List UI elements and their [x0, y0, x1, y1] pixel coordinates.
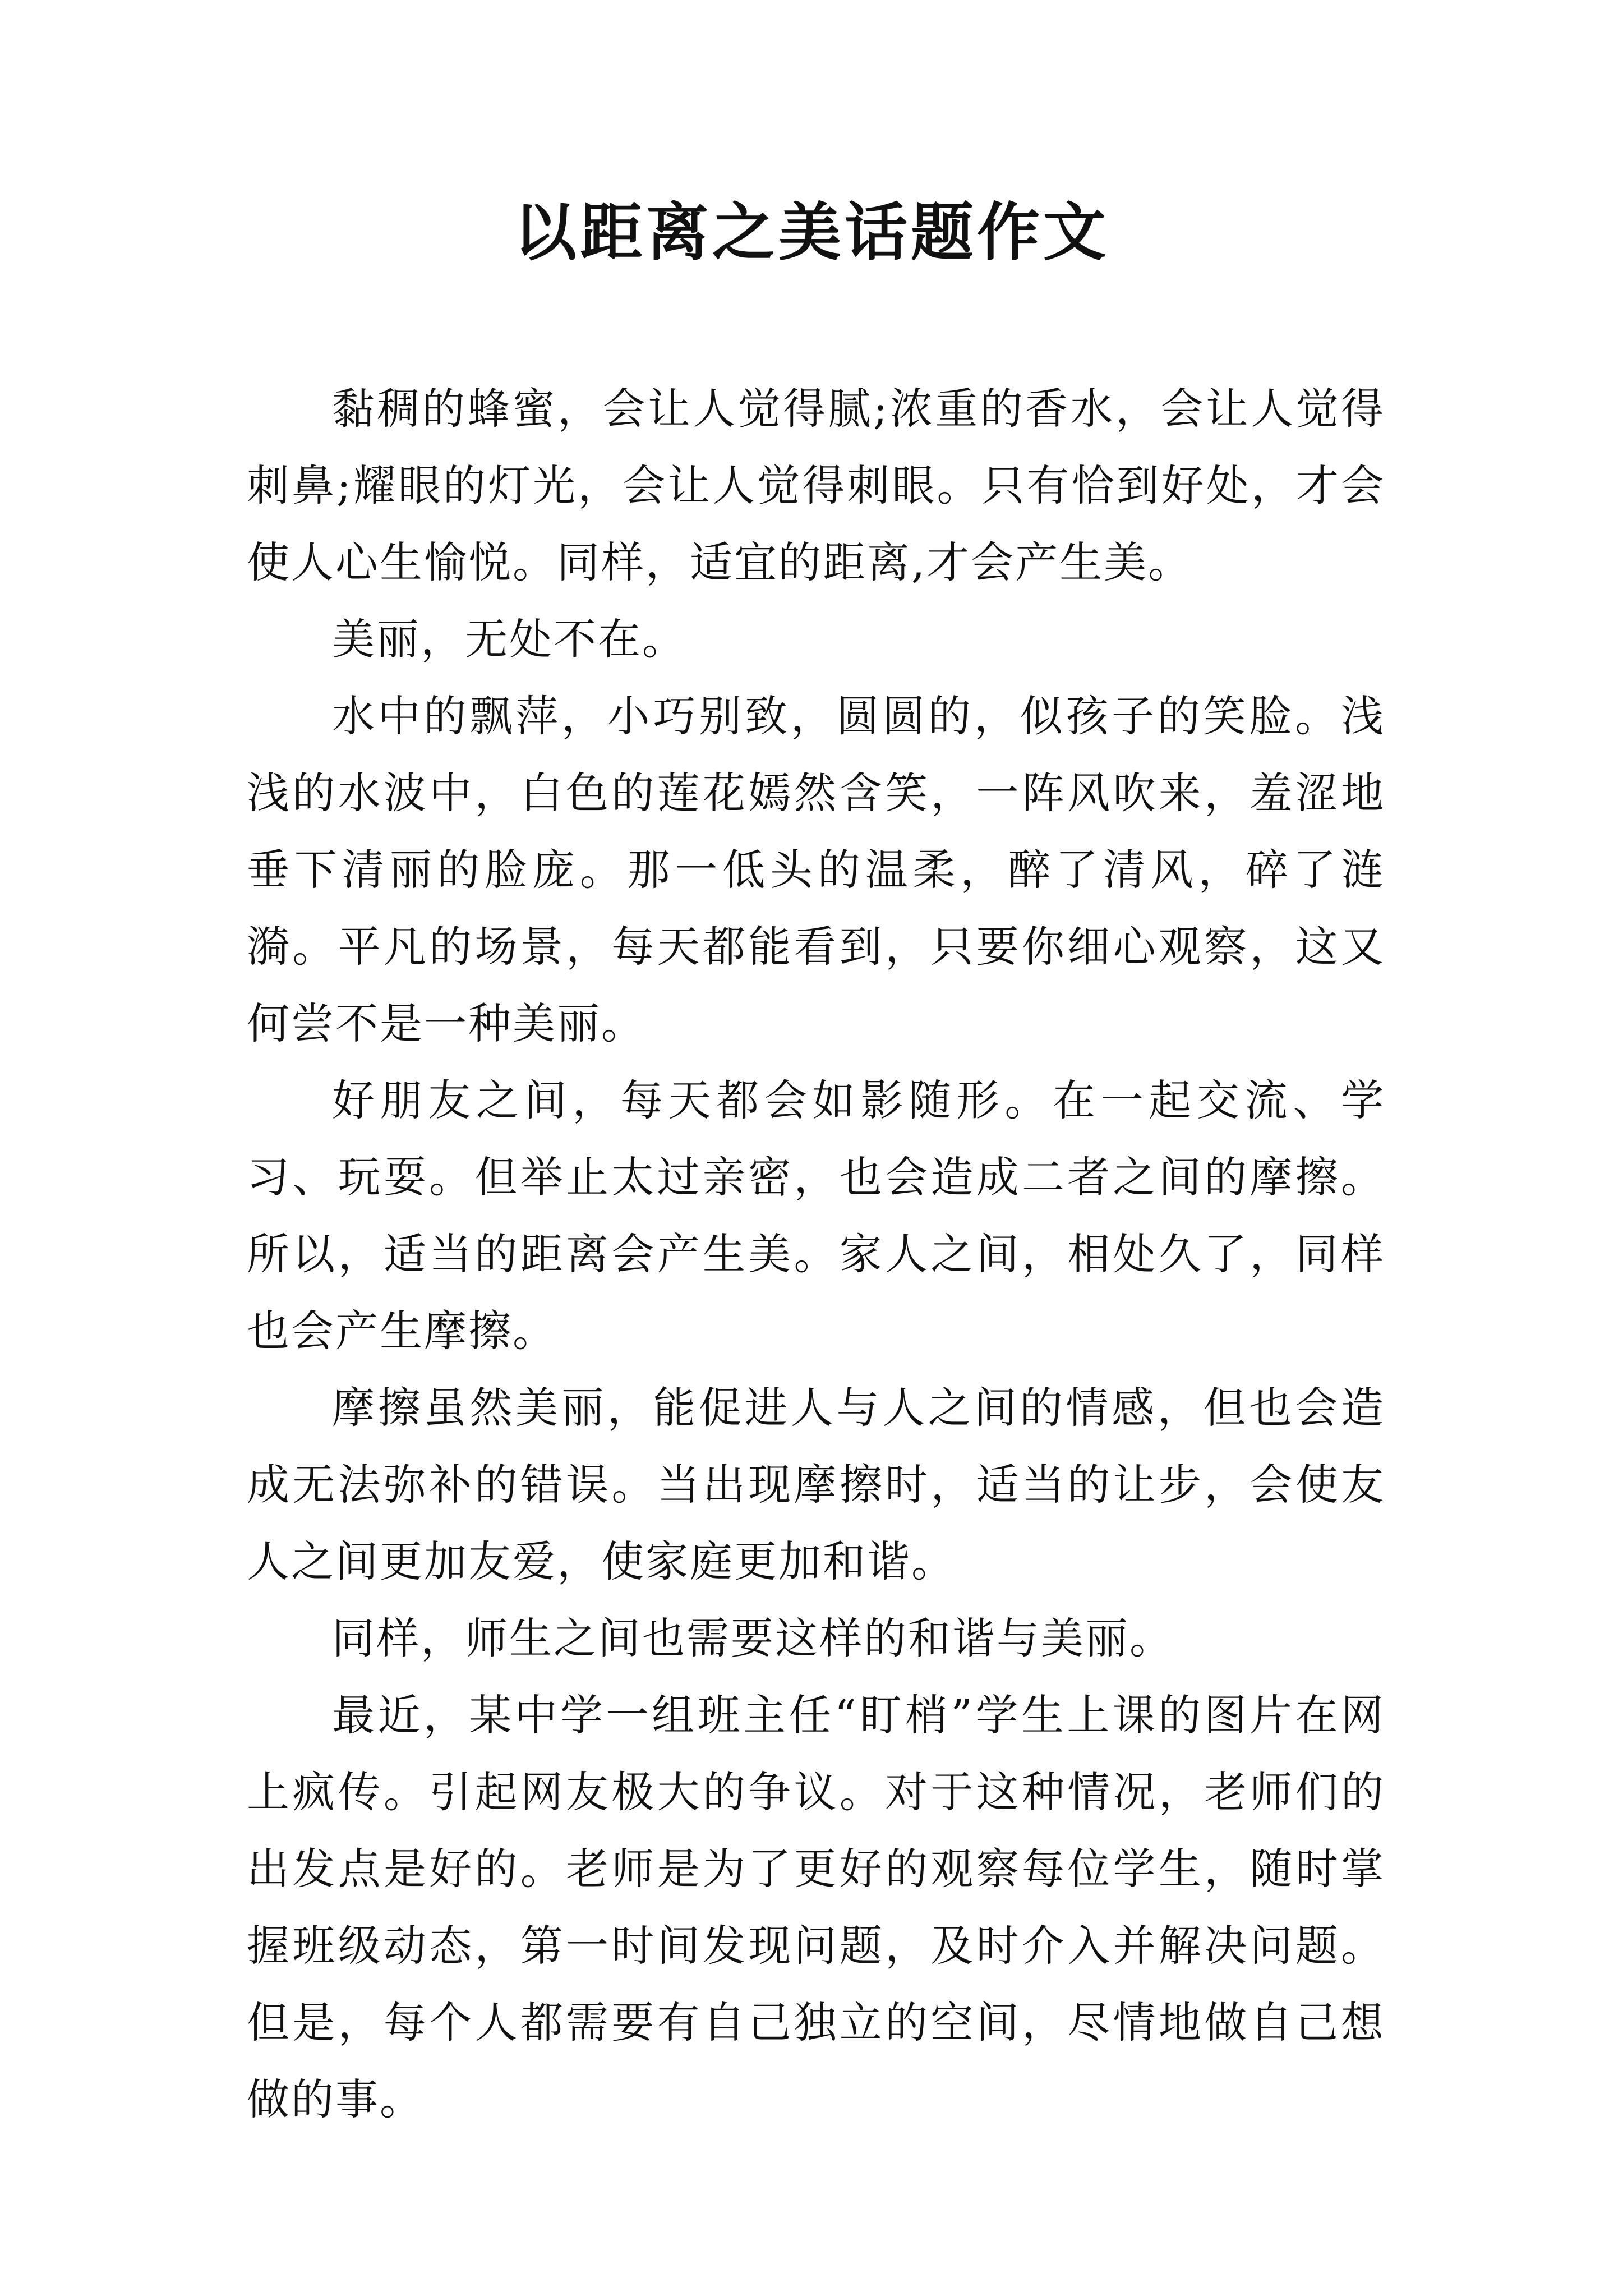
paragraph: 同样，师生之间也需要这样的和谐与美丽。	[332, 1613, 1174, 1663]
document-body	[247, 370, 1385, 2138]
document-title: 以距离之美话题作文	[514, 196, 1109, 269]
paragraph: 最近，某中学一组班主任“盯梢”学生上课的图片在网上疯传。引起网友极大的争议。对于这种情况，老师们的出发点是好的。老师是为了更好的观察每位学生，随时掌握班级动态，第一时间发现问题，及时介入并解决问题。但是，每个人都需要有自己独立的空间，尽情地做自己想做的事。	[247, 1690, 1385, 2124]
paragraph: 摩擦虽然美丽，能促进人与人之间的情感，但也会造成无法弥补的错误。当出现摩擦时，适当的让步，会使友人之间更加友爱，使家庭更加和谐。	[247, 1383, 1385, 1586]
paragraph: 黏稠的蜂蜜，会让人觉得腻;浓重的香水，会让人觉得刺鼻;耀眼的灯光，会让人觉得刺眼。只有恰到好处，才会使人心生愉悦。同样，适宜的距离,才会产生美。	[247, 384, 1385, 587]
paragraph: 水中的飘萍，小巧别致，圆圆的，似孩子的笑脸。浅浅的水波中，白色的莲花嫣然含笑，一阵风吹来，羞涩地垂下清丽的脸庞。那一低头的温柔，醉了清风，碎了涟漪。平凡的场景，每天都能看到，只要你细心观察，这又何尝不是一种美丽。	[247, 691, 1385, 1048]
paragraph: 好朋友之间，每天都会如影随形。在一起交流、学习、玩耍。但举止太过亲密，也会造成二者之间的摩擦。所以，适当的距离会产生美。家人之间，相处久了，同样也会产生摩擦。	[247, 1075, 1385, 1356]
paragraph: 美丽，无处不在。	[332, 614, 686, 664]
